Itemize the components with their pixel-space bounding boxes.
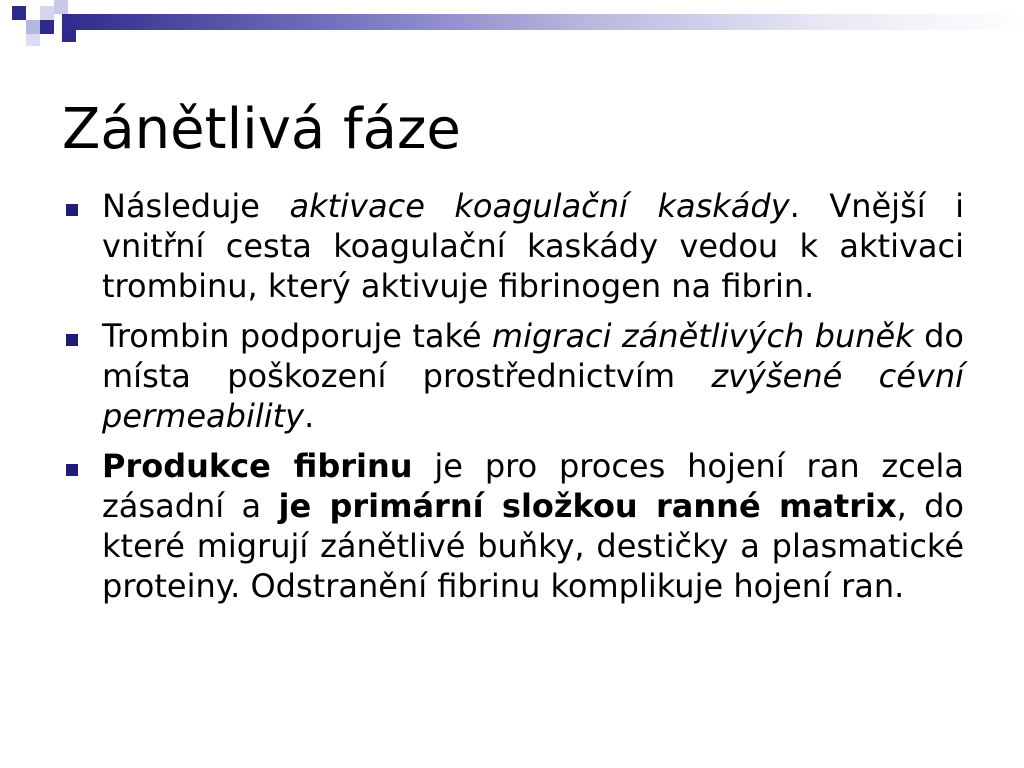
italic-segment: zvýšené cévní permeability <box>102 357 965 435</box>
decorative-square <box>54 0 68 14</box>
text-segment: je pro proces hojení ran zcela zásadní a <box>102 447 965 525</box>
bullet-item <box>64 316 964 436</box>
decorative-square <box>40 6 54 20</box>
text-segment: . Vnější i vnitřní cesta koagulační kaskády vedou k aktivaci trombinu, který aktivuje fibrinogen na fibrin. <box>102 187 965 305</box>
square-bullet-icon <box>66 334 78 346</box>
bullet-text <box>102 446 964 606</box>
slide-title: Zánětlivá fáze <box>62 97 461 162</box>
decorative-square <box>12 6 26 20</box>
decorative-square <box>26 20 40 34</box>
text-segment: Trombin podporuje také <box>102 317 492 355</box>
text-segment: Následuje <box>102 187 290 225</box>
italic-segment: aktivace koagulační kaskády <box>289 187 790 225</box>
text-segment: . <box>304 397 315 435</box>
header-gradient-bar <box>62 14 1024 30</box>
bold-segment: je primární složkou ranné matrix <box>278 487 897 525</box>
decorative-square <box>62 28 76 42</box>
bullet-item <box>64 446 964 606</box>
text-segment: do místa poškození prostřednictvím <box>102 317 964 395</box>
square-bullet-icon <box>66 204 78 216</box>
bullet-text <box>102 316 964 436</box>
bullet-text <box>102 186 964 306</box>
decorative-square <box>26 34 40 46</box>
square-bullet-icon <box>66 464 78 476</box>
bullet-item <box>64 186 964 306</box>
italic-segment: migraci zánětlivých buněk <box>491 317 914 355</box>
decorative-square <box>40 20 54 34</box>
bold-segment: Produkce fibrinu <box>102 447 413 485</box>
bullet-list <box>64 186 964 616</box>
text-segment: , do které migrují zánětlivé buňky, destičky a plasmatické proteiny. Odstranění fibrinu komplikuje hojení ran. <box>102 487 964 605</box>
